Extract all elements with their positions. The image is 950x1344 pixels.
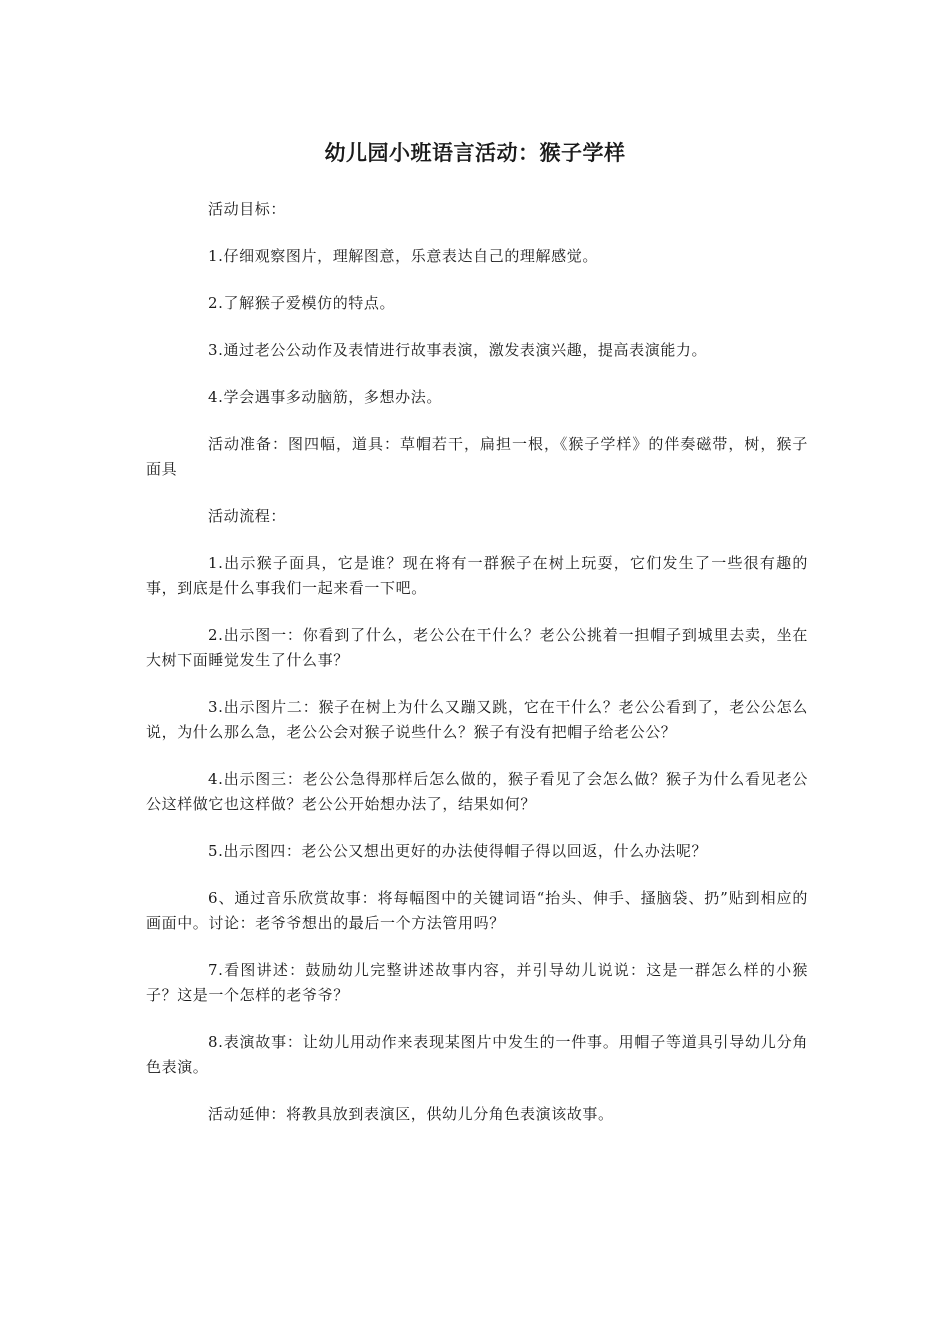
paragraph-step-6: 6、通过音乐欣赏故事：将每幅图中的关键词语“抬头、伸手、搔脑袋、扔”贴到相应的画面中。讨论：老爷爷想出的最后一个方法管用吗？	[146, 889, 808, 932]
paragraph-goal-2: 2.了解猴子爱模仿的特点。	[208, 294, 396, 312]
paragraph-step-5: 5.出示图四：老公公又想出更好的办法使得帽子得以回返，什么办法呢？	[208, 842, 708, 860]
paragraph-goals-heading: 活动目标：	[208, 200, 287, 218]
paragraph-step-3: 3.出示图片二：猴子在树上为什么又蹦又跳，它在干什么？老公公看到了，老公公怎么说，为什么那么急，老公公会对猴子说些什么？猴子有没有把帽子给老公公？	[146, 698, 808, 741]
paragraph-step-4: 4.出示图三：老公公急得那样后怎么做的，猴子看见了会怎么做？猴子为什么看见老公公这样做它也这样做？老公公开始想办法了，结果如何？	[146, 770, 808, 813]
paragraph-step-2: 2.出示图一：你看到了什么，老公公在干什么？老公公挑着一担帽子到城里去卖，坐在大树下面睡觉发生了什么事？	[146, 626, 808, 669]
paragraph-step-1: 1.出示猴子面具，它是谁？现在将有一群猴子在树上玩耍，它们发生了一些很有趣的事，到底是什么事我们一起来看一下吧。	[146, 554, 808, 597]
document-title: 幼儿园小班语言活动：猴子学样	[324, 141, 626, 165]
paragraph-step-8: 8.表演故事：让幼儿用动作来表现某图片中发生的一件事。用帽子等道具引导幼儿分角色表演。	[146, 1033, 808, 1076]
paragraph-step-7: 7.看图讲述：鼓励幼儿完整讲述故事内容，并引导幼儿说说：这是一群怎么样的小猴子？这是一个怎样的老爷爷？	[146, 961, 808, 1004]
document-body	[146, 197, 808, 1149]
paragraph-goal-1: 1.仔细观察图片，理解图意，乐意表达自己的理解感觉。	[208, 247, 598, 265]
paragraph-process-heading: 活动流程：	[208, 507, 287, 525]
paragraph-preparation: 活动准备：图四幅，道具：草帽若干，扁担一根，《猴子学样》的伴奏磁带，树，猴子面具	[146, 435, 808, 478]
paragraph-goal-3: 3.通过老公公动作及表情进行故事表演，激发表演兴趣，提高表演能力。	[208, 341, 708, 359]
paragraph-goal-4: 4.学会遇事多动脑筋，多想办法。	[208, 388, 442, 406]
paragraph-extension: 活动延伸：将教具放到表演区，供幼儿分角色表演该故事。	[208, 1105, 614, 1123]
